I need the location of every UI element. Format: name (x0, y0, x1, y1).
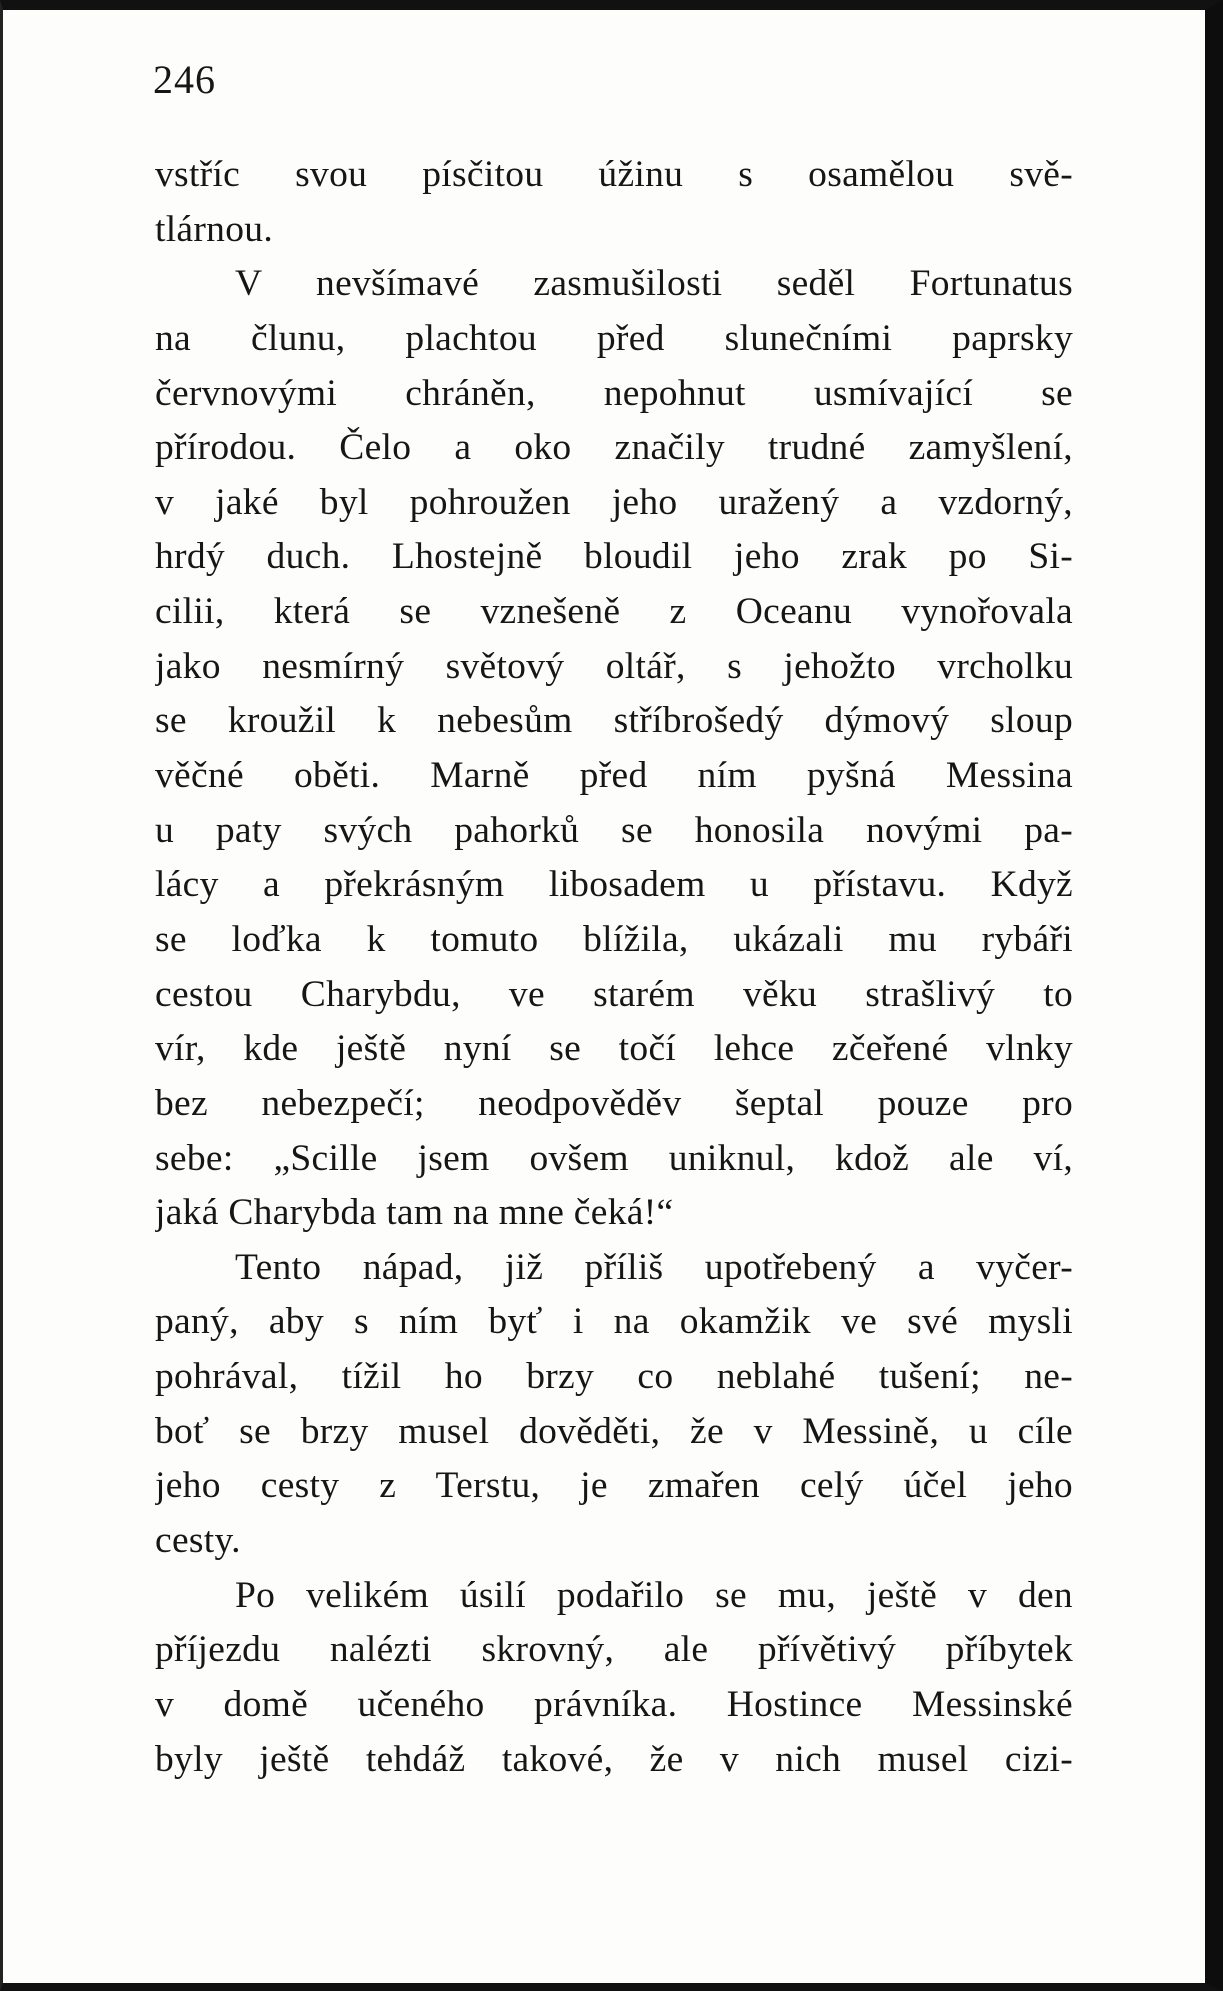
page-number: 246 (153, 57, 216, 102)
body-text (155, 148, 1073, 1787)
text-line: byly ještě tehdáž takové, že v nich musel cizi- (155, 1738, 1073, 1780)
text-line: cilii, která se vznešeně z Oceanu vynořovala (155, 591, 1073, 633)
text-line: se loďka k tomuto blížila, ukázali mu rybáři (155, 918, 1073, 960)
text-line: boť se brzy musel dověděti, že v Messině, u cíle (155, 1410, 1073, 1452)
text-line: cestou Charybdu, ve starém věku strašlivý to (155, 973, 1073, 1015)
text-line: jaká Charybda tam na mne čeká!“ (155, 1192, 674, 1234)
text-line: V nevšímavé zasmušilosti seděl Fortunatus (235, 263, 1073, 305)
text-line: věčné oběti. Marně před ním pyšná Messina (155, 755, 1073, 797)
text-line: hrdý duch. Lhostejně bloudil jeho zrak po Si- (155, 536, 1073, 578)
text-line: u paty svých pahorků se honosila novými pa- (155, 809, 1073, 851)
text-line: pohrával, tížil ho brzy co neblahé tušení; ne- (155, 1356, 1073, 1398)
text-line: vír, kde ještě nyní se točí lehce zčeřené vlnky (155, 1028, 1073, 1070)
text-line: v jaké byl pohroužen jeho uražený a vzdorný, (155, 481, 1073, 523)
text-line: červnovými chráněn, nepohnut usmívající se (155, 372, 1073, 414)
text-line: se kroužil k nebesům stříbrošedý dýmový sloup (155, 700, 1073, 742)
text-line: v domě učeného právníka. Hostince Messinské (155, 1683, 1073, 1725)
text-line: sebe: „Scille jsem ovšem uniknul, kdož ale ví, (155, 1137, 1073, 1179)
text-line: paný, aby s ním byť i na okamžik ve své mysli (155, 1301, 1073, 1343)
text-line: bez nebezpečí; neodpověděv šeptal pouze pro (155, 1082, 1073, 1124)
text-line: příjezdu nalézti skrovný, ale přívětivý příbytek (155, 1629, 1073, 1671)
text-line: Po velikém úsilí podařilo se mu, ještě v den (235, 1574, 1073, 1616)
text-line: lácy a překrásným libosadem u přístavu. Když (155, 864, 1073, 906)
text-line: přírodou. Čelo a oko značily trudné zamyšlení, (155, 427, 1073, 469)
text-line: cesty. (155, 1520, 241, 1562)
text-line: tlárnou. (155, 208, 273, 250)
text-line: jako nesmírný světový oltář, s jehožto vrcholku (155, 645, 1073, 687)
text-line: vstříc svou písčitou úžinu s osamělou svě- (155, 154, 1073, 195)
text-line: Tento nápad, již příliš upotřebený a vyčer- (235, 1246, 1073, 1288)
text-line: na člunu, plachtou před slunečními paprsky (155, 317, 1073, 359)
text-line: jeho cesty z Terstu, je zmařen celý účel jeho (155, 1465, 1073, 1507)
